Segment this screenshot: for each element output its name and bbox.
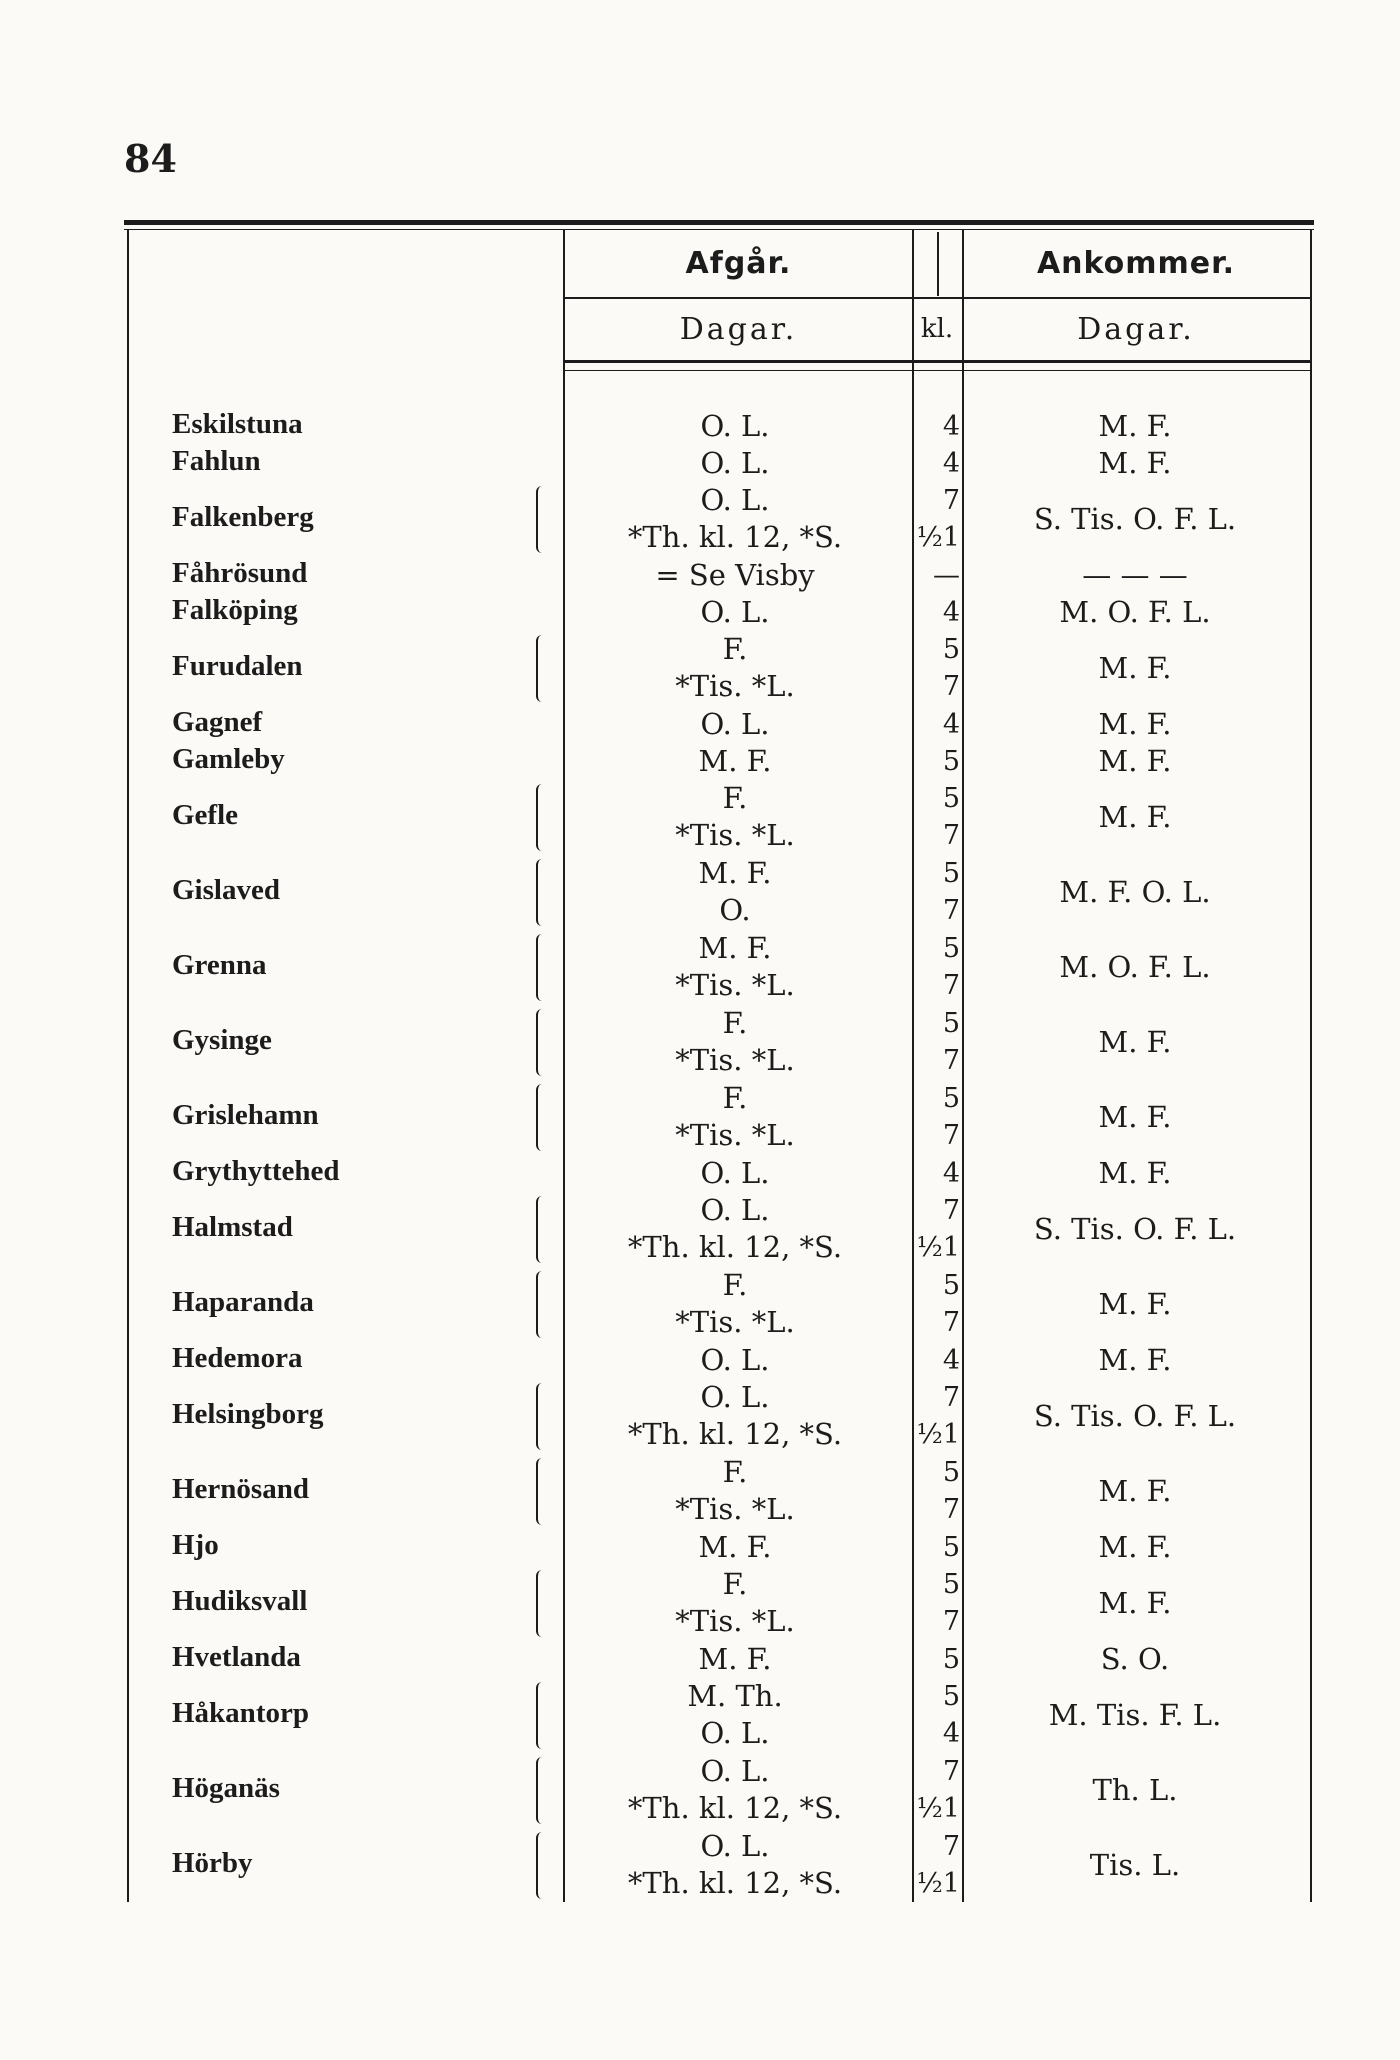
place-name: Haparanda [172, 1286, 314, 1318]
departure-days [565, 1155, 905, 1192]
departure-line: F. [722, 632, 748, 666]
departure-hour [910, 855, 964, 929]
page-number: 84 [124, 136, 177, 181]
arrival-days: M. F. [1098, 1586, 1172, 1620]
arrival-days: M. O. F. L. [1059, 950, 1211, 984]
hour-line: 5 [942, 1569, 960, 1600]
hour-line: 7 [942, 485, 960, 516]
departure-hour [910, 1678, 964, 1752]
departure-line: *Tis. *L. [675, 968, 795, 1002]
brace [536, 784, 548, 851]
arrival-days: — — — [1082, 558, 1188, 592]
departure-line: M. F. [698, 931, 772, 965]
place-name: Helsingborg [172, 1398, 324, 1430]
place-name: Hjo [172, 1529, 219, 1561]
table-row [0, 706, 1400, 743]
arrival-days: M. F. [1098, 651, 1172, 685]
table-row [0, 1080, 1400, 1155]
arrival-days: M. F. [1098, 1025, 1172, 1059]
departure-line: *Tis. *L. [675, 1118, 795, 1152]
arrival-days: M. F. [1098, 800, 1172, 834]
table-row [0, 743, 1400, 780]
departure-line: O. L. [700, 483, 770, 517]
divider-header-small [937, 232, 939, 296]
departure-hour [910, 1566, 964, 1640]
departure-days [565, 1005, 905, 1079]
hour-line: 7 [942, 1045, 960, 1076]
departure-line: O. L. [700, 1754, 770, 1788]
departure-days [565, 631, 905, 705]
departure-days [565, 557, 905, 594]
place-name: Höganäs [172, 1772, 280, 1804]
brace [536, 1757, 548, 1824]
hour-line: 4 [942, 448, 960, 479]
header-rule [565, 297, 1310, 299]
departure-line: M. Th. [687, 1679, 783, 1713]
departure-line: *Tis. *L. [675, 669, 795, 703]
departure-days [565, 1828, 905, 1902]
hour-line: 5 [942, 634, 960, 665]
table-row [0, 631, 1400, 706]
table-row [0, 482, 1400, 557]
departure-line: O. L. [700, 595, 770, 629]
departure-days [565, 1192, 905, 1266]
brace [536, 1271, 548, 1338]
departure-hour [910, 557, 964, 594]
place-name: Falköping [172, 594, 298, 626]
departure-line: M. F. [698, 856, 772, 890]
table-row [0, 1678, 1400, 1753]
departure-line: M. F. [698, 744, 772, 778]
subheader-rule-a [565, 360, 1310, 363]
place-name: Hörby [172, 1847, 253, 1879]
hour-line: ½1 [916, 1868, 960, 1899]
brace [536, 859, 548, 926]
table-row [0, 780, 1400, 855]
arrival-days: M. Tis. F. L. [1048, 1698, 1222, 1732]
departure-line: F. [722, 1455, 748, 1489]
departure-hour [910, 1342, 964, 1379]
brace [536, 1196, 548, 1263]
place-name: Eskilstuna [172, 408, 303, 440]
hour-line: 7 [942, 1831, 960, 1862]
table-row [0, 1566, 1400, 1641]
departure-line: O. L. [700, 1829, 770, 1863]
place-name: Fåhrösund [172, 557, 308, 589]
hour-line: 5 [942, 933, 960, 964]
departure-line: O. L. [700, 409, 770, 443]
table-row [0, 1454, 1400, 1529]
departure-line: O. L. [700, 1193, 770, 1227]
hour-line: 5 [942, 1083, 960, 1114]
place-name: Gagnef [172, 706, 263, 738]
hour-line: 7 [942, 970, 960, 1001]
departure-line: *Th. kl. 12, *S. [627, 1791, 843, 1825]
brace [536, 1009, 548, 1076]
departure-line: F. [722, 1006, 748, 1040]
place-name: Furudalen [172, 650, 303, 682]
table-row [0, 1379, 1400, 1454]
arrival-days: S. Tis. O. F. L. [1033, 1212, 1237, 1246]
arrival-days: M. F. [1098, 1343, 1172, 1377]
arrival-days: M. F. [1098, 1530, 1172, 1564]
hour-line: 7 [942, 1756, 960, 1787]
table-row [0, 1828, 1400, 1903]
arrival-days: M. F. [1098, 707, 1172, 741]
departure-line: *Th. kl. 12, *S. [627, 1866, 843, 1900]
departure-line: F. [722, 1081, 748, 1115]
place-name: Fahlun [172, 445, 261, 477]
table-row [0, 557, 1400, 594]
table-row [0, 855, 1400, 930]
hour-line: 5 [942, 1270, 960, 1301]
departure-days [565, 706, 905, 743]
departure-line: O. L. [700, 446, 770, 480]
departure-days [565, 930, 905, 1004]
hour-line: ½1 [916, 1419, 960, 1450]
arrival-days: M. F. O. L. [1059, 875, 1211, 909]
brace [536, 1458, 548, 1525]
hour-line: 5 [942, 1008, 960, 1039]
hour-line: 4 [942, 1718, 960, 1749]
hour-line: 7 [942, 820, 960, 851]
departure-hour [910, 706, 964, 743]
departs-header: Afgår. [685, 246, 792, 281]
arrival-days: Tis. L. [1089, 1848, 1181, 1882]
departure-line: O. L. [700, 1343, 770, 1377]
hour-line: 7 [942, 1307, 960, 1338]
departure-days [565, 743, 905, 780]
departure-line: O. L. [700, 1156, 770, 1190]
departure-hour [910, 743, 964, 780]
arrives-header: Ankommer. [1036, 246, 1236, 281]
arrival-days: Th. L. [1092, 1773, 1178, 1807]
departure-days [565, 855, 905, 929]
departure-days [565, 482, 905, 556]
hour-line: 4 [942, 597, 960, 628]
departure-hour [910, 1005, 964, 1079]
place-name: Håkantorp [172, 1697, 309, 1729]
hour-line: ½1 [916, 1793, 960, 1824]
hour-line: 7 [942, 1382, 960, 1413]
departure-hour [910, 482, 964, 556]
departure-line: *Tis. *L. [675, 818, 795, 852]
departure-hour [910, 1529, 964, 1566]
hour-line: 5 [942, 1457, 960, 1488]
arrival-days: S. Tis. O. F. L. [1033, 502, 1237, 536]
departure-hour [910, 1192, 964, 1266]
departure-days [565, 1753, 905, 1827]
hour-line: 7 [942, 671, 960, 702]
place-name: Falkenberg [172, 501, 314, 533]
place-name: Gefle [172, 799, 239, 831]
hour-line: 5 [942, 858, 960, 889]
departure-line: *Tis. *L. [675, 1604, 795, 1638]
departure-hour [910, 1454, 964, 1528]
hour-subheader: kl. [920, 314, 954, 344]
departure-days [565, 1379, 905, 1453]
departure-days [565, 445, 905, 482]
table-row [0, 1753, 1400, 1828]
arrival-days: M. F. [1098, 446, 1172, 480]
arrival-days: M. F. [1098, 1100, 1172, 1134]
brace [536, 1832, 548, 1899]
departure-line: O. L. [700, 1380, 770, 1414]
departure-hour [910, 930, 964, 1004]
departure-line: M. F. [698, 1530, 772, 1564]
arrival-days: M. F. [1098, 1287, 1172, 1321]
departure-line: F. [722, 1567, 748, 1601]
brace [536, 1570, 548, 1637]
table-row [0, 1005, 1400, 1080]
hour-line: 5 [942, 746, 960, 777]
departure-days [565, 1529, 905, 1566]
hour-line: 5 [942, 783, 960, 814]
brace [536, 1682, 548, 1749]
hour-line: ½1 [916, 522, 960, 553]
place-name: Grislehamn [172, 1099, 319, 1131]
departure-days [565, 780, 905, 854]
departure-days [565, 594, 905, 631]
brace [536, 934, 548, 1001]
departure-hour [910, 1155, 964, 1192]
hour-line: 7 [942, 1120, 960, 1151]
brace [536, 486, 548, 553]
departure-line: O. L. [700, 707, 770, 741]
departure-days [565, 1566, 905, 1640]
arrival-days: M. F. [1098, 409, 1172, 443]
table-row [0, 445, 1400, 482]
brace [536, 1383, 548, 1450]
departure-hour [910, 1641, 964, 1678]
departure-line: F. [722, 1268, 748, 1302]
arrive-days-subheader: Dagar. [1077, 312, 1195, 347]
place-name: Gamleby [172, 743, 285, 775]
arrival-days: M. F. [1098, 744, 1172, 778]
departure-line: *Tis. *L. [675, 1043, 795, 1077]
departure-line: M. F. [698, 1642, 772, 1676]
table-row [0, 1529, 1400, 1566]
table-row [0, 930, 1400, 1005]
place-name: Hvetlanda [172, 1641, 301, 1673]
brace [536, 635, 548, 702]
top-thin-rule [124, 229, 1314, 230]
departure-line: *Th. kl. 12, *S. [627, 1417, 843, 1451]
departure-hour [910, 408, 964, 445]
hour-line: — [933, 560, 960, 591]
arrival-days: M. O. F. L. [1059, 595, 1211, 629]
hour-line: 4 [942, 709, 960, 740]
departure-line: *Th. kl. 12, *S. [627, 520, 843, 554]
departure-days [565, 1342, 905, 1379]
subheader-rule-b [565, 370, 1310, 371]
departure-hour [910, 631, 964, 705]
place-name: Grenna [172, 949, 267, 981]
table-row [0, 594, 1400, 631]
place-name: Hedemora [172, 1342, 303, 1374]
table-row [0, 1155, 1400, 1192]
departure-hour [910, 594, 964, 631]
hour-line: 7 [942, 1195, 960, 1226]
departure-line: *Th. kl. 12, *S. [627, 1230, 843, 1264]
departure-hour [910, 780, 964, 854]
place-name: Gysinge [172, 1024, 272, 1056]
departure-days [565, 1080, 905, 1154]
arrival-days: M. F. [1098, 1474, 1172, 1508]
departure-hour [910, 1379, 964, 1453]
top-thick-rule [124, 220, 1314, 225]
brace [536, 1084, 548, 1151]
hour-line: 4 [942, 411, 960, 442]
table-row [0, 408, 1400, 445]
table-row [0, 1267, 1400, 1342]
departure-days [565, 1267, 905, 1341]
table-row [0, 1192, 1400, 1267]
departure-hour [910, 1753, 964, 1827]
hour-line: 7 [942, 895, 960, 926]
departure-line: F. [722, 781, 748, 815]
hour-line: 5 [942, 1681, 960, 1712]
hour-line: ½1 [916, 1232, 960, 1263]
arrival-days: S. O. [1100, 1642, 1170, 1676]
departure-hour [910, 1828, 964, 1902]
departure-line: *Tis. *L. [675, 1492, 795, 1526]
hour-line: 7 [942, 1494, 960, 1525]
table-row [0, 1342, 1400, 1379]
hour-line: 4 [942, 1345, 960, 1376]
departure-hour [910, 445, 964, 482]
hour-line: 5 [942, 1532, 960, 1563]
departure-hour [910, 1267, 964, 1341]
departure-line: O. [719, 893, 751, 927]
days-subheader: Dagar. [679, 312, 798, 347]
hour-line: 7 [942, 1606, 960, 1637]
arrival-days: M. F. [1098, 1156, 1172, 1190]
place-name: Halmstad [172, 1211, 293, 1243]
departure-line: O. L. [700, 1716, 770, 1750]
departure-days [565, 1641, 905, 1678]
hour-line: 4 [942, 1158, 960, 1189]
departure-days [565, 1454, 905, 1528]
departure-line: = Se Visby [655, 558, 815, 592]
departure-hour [910, 1080, 964, 1154]
place-name: Hudiksvall [172, 1585, 308, 1617]
place-name: Hernösand [172, 1473, 309, 1505]
departure-days [565, 1678, 905, 1752]
departure-days [565, 408, 905, 445]
place-name: Gislaved [172, 874, 280, 906]
table-row [0, 1641, 1400, 1678]
place-name: Grythyttehed [172, 1155, 340, 1187]
departure-line: *Tis. *L. [675, 1305, 795, 1339]
hour-line: 5 [942, 1644, 960, 1675]
arrival-days: S. Tis. O. F. L. [1033, 1399, 1237, 1433]
